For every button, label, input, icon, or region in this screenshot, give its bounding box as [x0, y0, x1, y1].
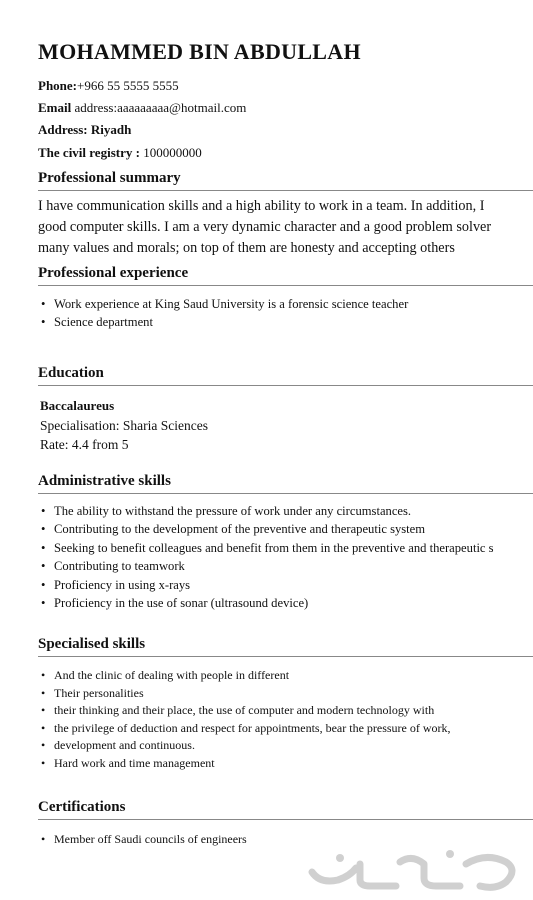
registry-value: 100000000 [139, 145, 202, 160]
summary-line: I have communication skills and a high ability to work in a team. In addition, I [38, 198, 485, 214]
list-item: • Proficiency in using x-rays [38, 576, 533, 594]
list-item: • the privilege of deduction and respect for appointments, bear the pressure of work, [38, 720, 533, 738]
admin-skills-section [38, 473, 533, 612]
list-item: • Contributing to the development of the preventive and therapeutic system [38, 520, 533, 538]
education-section [38, 365, 533, 455]
phone-value: +966 55 5555 5555 [77, 78, 179, 93]
list-item: • Their personalities [38, 685, 533, 703]
specialised-skills-section [38, 636, 533, 773]
specialisation: Specialisation: Sharia Sciences [40, 417, 208, 433]
experience-list [38, 295, 533, 332]
address-line [38, 122, 131, 138]
specialised-skills-list [38, 667, 533, 773]
certifications-heading: Certifications [38, 799, 533, 820]
email-label: Email [38, 100, 72, 115]
summary-heading: Professional summary [38, 170, 533, 191]
summary-line: good computer skills. I am a very dynamic character and a good problem solver [38, 219, 492, 235]
email-line [38, 100, 246, 116]
summary-text [38, 196, 533, 259]
list-item: • Contributing to teamwork [38, 557, 533, 575]
specialised-skills-heading: Specialised skills [38, 636, 533, 657]
list-item: • Hard work and time management [38, 755, 533, 773]
experience-heading: Professional experience [38, 265, 533, 286]
phone-line [38, 78, 179, 94]
list-item: • Work experience at King Saud University is a forensic science teacher [38, 295, 533, 313]
haraj-logo-watermark-icon [300, 842, 530, 894]
rate: Rate: 4.4 from 5 [40, 437, 129, 452]
registry-label: The civil registry : [38, 145, 140, 160]
address-label: Address: Riyadh [38, 122, 132, 137]
certifications-section [38, 799, 533, 848]
list-item: • their thinking and their place, the use of computer and modern technology with [38, 702, 533, 720]
experience-section [38, 265, 533, 332]
admin-skills-heading: Administrative skills [38, 473, 533, 494]
education-details [38, 396, 533, 455]
admin-skills-list [38, 502, 533, 612]
degree-title: Baccalaureus [40, 398, 115, 413]
list-item: • Science department [38, 313, 533, 331]
list-item: • The ability to withstand the pressure of work under any circumstances. [38, 502, 533, 520]
list-item: • Proficiency in the use of sonar (ultrasound device) [38, 594, 533, 612]
list-item: • And the clinic of dealing with people in different [38, 667, 533, 685]
list-item: • development and continuous. [38, 737, 533, 755]
list-item: • Seeking to benefit colleagues and benefit from them in the preventive and therapeutic s [38, 539, 533, 557]
summary-section [38, 170, 533, 259]
phone-label: Phone: [38, 78, 77, 93]
summary-line: many values and morals; on top of them are honesty and accepting others [38, 240, 455, 256]
email-value: address:aaaaaaaaa@hotmail.com [71, 100, 247, 115]
registry-line [38, 145, 202, 161]
education-heading: Education [38, 365, 533, 386]
candidate-name: MOHAMMED BIN ABDULLAH [38, 39, 361, 64]
list-item: • Member off Saudi councils of engineers [38, 830, 533, 848]
